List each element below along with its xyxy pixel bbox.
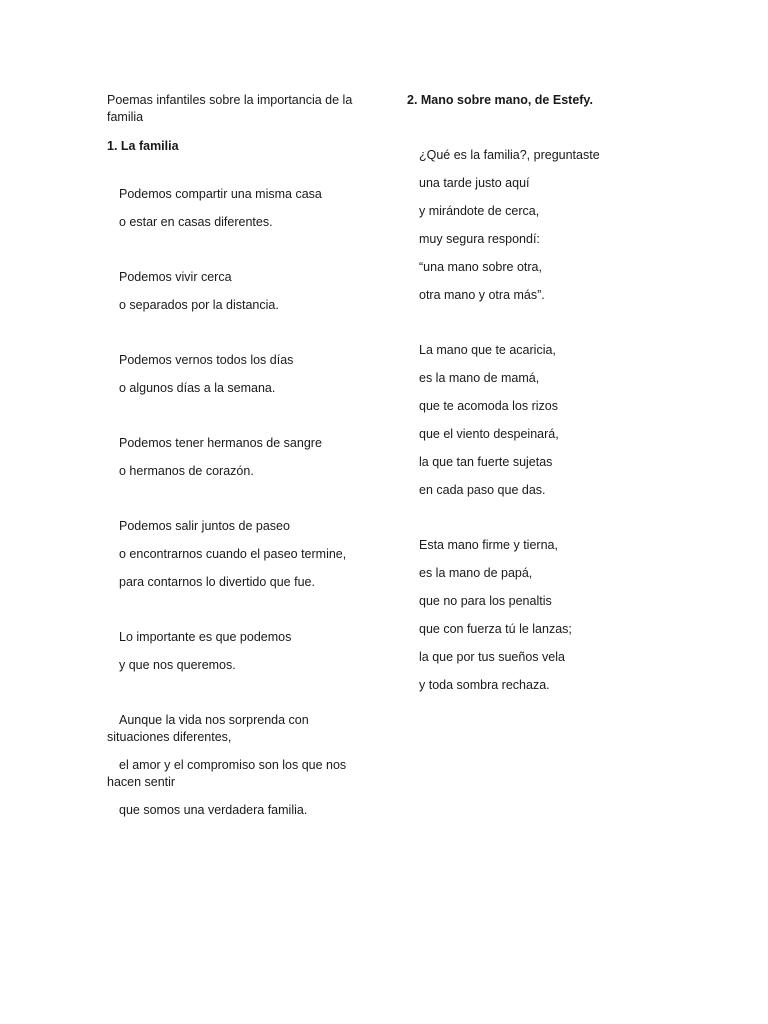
poem-line: y toda sombra rechaza. — [419, 678, 550, 692]
left-column — [107, 92, 367, 819]
poem-line: el amor y el compromiso son los que nos hacen sentir — [107, 758, 347, 789]
poem-1-stanza — [107, 186, 367, 231]
poem-line: para contarnos lo divertido que fue. — [119, 575, 315, 589]
poem-2-stanza — [407, 537, 707, 694]
poem-line: La mano que te acaricia, — [419, 343, 556, 357]
poem-line: que somos una verdadera familia. — [119, 803, 308, 817]
poem-2-title: 2. Mano sobre mano, de Estefy. — [407, 93, 593, 107]
poem-line: o separados por la distancia. — [119, 298, 279, 312]
poem-line: ¿Qué es la familia?, preguntaste — [419, 148, 600, 162]
poem-line: Esta mano firme y tierna, — [419, 538, 558, 552]
poem-line: la que tan fuerte sujetas — [419, 455, 553, 469]
poem-line: Podemos vivir cerca — [119, 270, 232, 284]
poem-line: otra mano y otra más”. — [419, 288, 545, 302]
poem-line: Podemos salir juntos de paseo — [119, 519, 290, 533]
poem-line: es la mano de papá, — [419, 566, 533, 580]
right-column — [407, 92, 707, 694]
poem-1-stanza — [107, 435, 367, 480]
poem-line: o algunos días a la semana. — [119, 381, 276, 395]
poem-1-title: 1. La familia — [107, 139, 179, 153]
poem-line: que te acomoda los rizos — [419, 399, 558, 413]
poem-line: Lo importante es que podemos — [119, 630, 292, 644]
poem-2-stanza — [407, 342, 707, 499]
poem-1-stanza — [107, 518, 367, 591]
poem-line: Podemos tener hermanos de sangre — [119, 436, 322, 450]
poem-2-body — [407, 147, 707, 694]
poem-line: o hermanos de corazón. — [119, 464, 254, 478]
poem-1-stanza — [107, 629, 367, 674]
poem-line: una tarde justo aquí — [419, 176, 530, 190]
poem-line: Podemos vernos todos los días — [119, 353, 294, 367]
poem-line: que el viento despeinará, — [419, 427, 559, 441]
poem-line: la que por tus sueños vela — [419, 650, 565, 664]
poem-line: y mirándote de cerca, — [419, 204, 540, 218]
poem-line: o encontrarnos cuando el paseo termine, — [119, 547, 347, 561]
poem-line: Podemos compartir una misma casa — [119, 187, 322, 201]
poem-line: y que nos queremos. — [119, 658, 236, 672]
poem-line: que no para los penaltis — [419, 594, 552, 608]
poem-1-stanza — [107, 269, 367, 314]
poem-line: que con fuerza tú le lanzas; — [419, 622, 572, 636]
document-intro: Poemas infantiles sobre la importancia de la familia — [107, 93, 353, 124]
poem-line: es la mano de mamá, — [419, 371, 540, 385]
poem-1-body — [107, 186, 367, 819]
poem-2-stanza — [407, 147, 707, 304]
poem-1-stanza — [107, 352, 367, 397]
poem-line: muy segura respondí: — [419, 232, 540, 246]
poem-line: o estar en casas diferentes. — [119, 215, 273, 229]
poem-line: Aunque la vida nos sorprenda con situaciones diferentes, — [107, 713, 309, 744]
poem-line: “una mano sobre otra, — [419, 260, 542, 274]
poem-1-stanza — [107, 712, 367, 819]
poem-line: en cada paso que das. — [419, 483, 546, 497]
